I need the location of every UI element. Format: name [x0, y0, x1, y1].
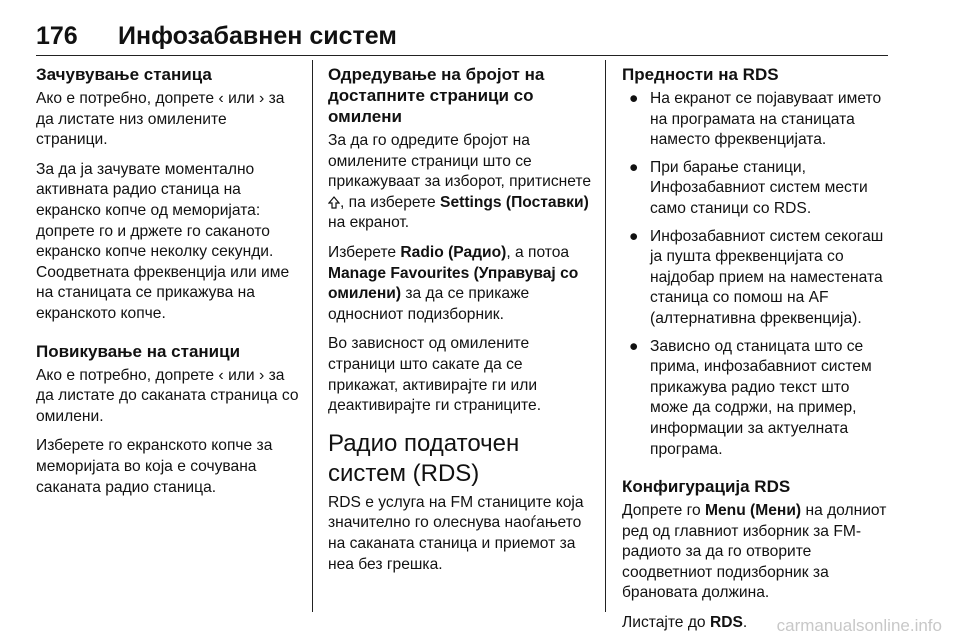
page-number: 176	[36, 22, 78, 50]
paragraph-save: За да ја зачувате моментално активната радио станица на екранско копче од меморијата: допрете го и држете го саканото екранско копче неколку секунди. Соодветната фреквенција или име на станицата се прикажува на екранското копче.	[36, 160, 290, 322]
list-item: ● Инфозабавниот систем секогаш ја пушта фреквенцијата со најдобар прием на наместената станица со помош на AF (алтернативна фреквенција).	[629, 227, 884, 327]
paragraph-recall-select: Изберете го екранското копче за меморијата во која е сочувана саканата радио станица.	[36, 437, 273, 496]
paragraph-rds: RDS е услуга на FM станиците која значително го олеснува наоѓањето на саканата станица и приемот за неа без грешка.	[328, 493, 584, 573]
column-divider-2	[605, 60, 606, 612]
bullet-icon: ●	[629, 90, 639, 107]
heading-rds-config: Конфигурација RDS	[622, 477, 791, 497]
page-title: Инфозабавнен систем	[118, 22, 397, 50]
list-item: ● На екранот се појавуваат името на програмата на станицата наместо фреквенцијата.	[629, 90, 882, 149]
column-3	[622, 64, 892, 643]
bullet-icon: ●	[629, 227, 639, 245]
column-2	[328, 64, 593, 584]
paragraph-define: За да го одредите бројот на омилените страници што се прикажуваат за изборот, притиснете , па изберете Settings (Поставки) на екранот.	[328, 132, 592, 232]
bullet-icon: ●	[629, 158, 639, 176]
paragraph-activate: Во зависност од омилените страници што сакате да се прикажат, активирајте ги или деактивирајте ги страниците.	[328, 335, 542, 415]
favourites-icon	[328, 196, 340, 209]
watermark: carmanualsonline.info	[776, 616, 942, 635]
advantages-list	[622, 89, 892, 460]
header-divider	[36, 55, 888, 56]
paragraph-scroll: Ако е потребно, допрете ‹ или › за да листате низ омилените страници.	[36, 90, 285, 149]
column-divider-1	[312, 60, 313, 612]
bullet-icon: ●	[629, 337, 639, 355]
list-item: ● Зависно од станицата што се прима, инфозабавниот систем прикажува радио текст што може да содржи, на пример, информации за актуелната програма.	[629, 337, 872, 458]
heading-recall-stations: Повикување на станици	[36, 341, 241, 361]
chevron-left-icon: ‹	[218, 90, 224, 107]
chevron-right-icon: ›	[258, 366, 265, 384]
paragraph-recall-scroll: Ако е потребно, допрете ‹ или › за да листате до саканата страница со омилени.	[36, 366, 299, 425]
chevron-left-icon: ‹	[218, 366, 224, 384]
heading-save-station: Зачувување станица	[36, 65, 212, 84]
page-header	[36, 22, 888, 52]
paragraph-menu: Допрете го Menu (Мени) на долниот ред од главниот изборник за FM-радиото за да го отворите соодветниот подизборник за брановата должина.	[622, 502, 887, 602]
heading-define-pages: Одредување на бројот на достапните страници со омилени	[328, 65, 545, 126]
heading-rds: Радио податочен систем (RDS)	[328, 429, 520, 487]
column-1	[36, 64, 301, 507]
chevron-right-icon: ›	[258, 90, 265, 107]
heading-rds-advantages: Предности на RDS	[622, 65, 779, 84]
paragraph-scroll-rds: Листајте до RDS.	[622, 614, 748, 632]
list-item: ● При барање станици, Инфозабавниот систем мести само станици со RDS.	[629, 158, 868, 217]
paragraph-radio: Изберете Radio (Радио), а потоа Manage Favourites (Управувај со омилени) за да се прикаже односниот подизборник.	[328, 243, 579, 323]
